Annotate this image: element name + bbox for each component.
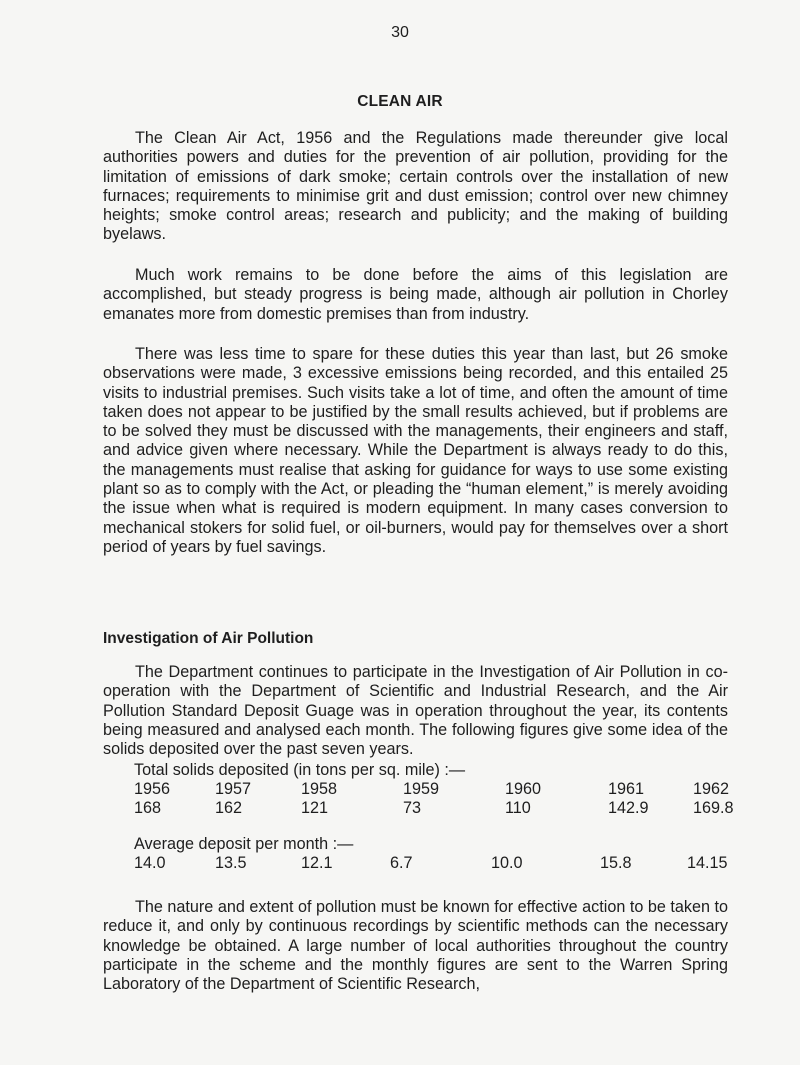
section-title: CLEAN AIR [357,93,443,110]
total-cell: 168 [134,799,162,817]
total-cell: 73 [403,799,422,817]
year-cell: 1959 [403,780,440,798]
year-cell: 1962 [693,780,730,798]
total-deposit-caption: Total solids deposited (in tons per sq. mile) :— [134,761,466,779]
total-cell: 121 [301,799,329,817]
total-cell: 142.9 [608,799,649,817]
paragraph-investigation: The Department continues to participate in the Investigation of Air Pollution in co-operation with the Department of Scientific and Industrial Research, and the Air Pollution Standard Deposit Guage was in operation throughout the year, its contents being measured and analysed each month. The following figures give some idea of the solids deposited over the past seven years. [103,663,728,759]
average-cell: 14.0 [134,854,166,872]
average-cell: 13.5 [215,854,247,872]
year-cell: 1958 [301,780,338,798]
average-cell: 10.0 [491,854,523,872]
average-cell: 12.1 [301,854,333,872]
year-cell: 1960 [505,780,542,798]
total-cell: 162 [215,799,243,817]
total-cell: 169.8 [693,799,734,817]
total-cell: 110 [505,799,531,817]
average-deposit-row [134,854,734,874]
average-cell: 15.8 [600,854,632,872]
page-number: 30 [391,24,409,41]
paragraph-smoke-observations: There was less time to spare for these duties this year than last, but 26 smoke observations were made, 3 excessive emissions being recorded, and this entailed 25 visits to industrial premises. Such visits take a lot of time, and often the amount of time taken does not appear to be justified by the small results achieved, but if problems are to be solved they must be discussed with the managements, their engineers and staff, and advice given where necessary. While the Department is always ready to do this, the managements must realise that asking for guidance for ways to use some existing plant so as to comply with the Act, or pleading the “human element,” is merely avoiding the issue when what is required is modern equipment. In many cases conversion to mechanical stokers for solid fuel, or oil-burners, would pay for themselves over a short period of years by fuel savings. [103,345,728,556]
subheading-investigation: Investigation of Air Pollution [103,630,314,647]
year-row [134,780,734,800]
average-cell: 14.15 [687,854,728,872]
average-deposit-caption: Average deposit per month :— [134,835,354,853]
paragraph-progress: Much work remains to be done before the aims of this legislation are accomplished, but steady progress is being made, although air pollution in Chorley emanates more from domestic premises than from industry. [103,266,728,323]
paragraph-clean-air-act: The Clean Air Act, 1956 and the Regulations made thereunder give local authorities powers and duties for the prevention of air pollution, providing for the limitation of emissions of dark smoke; certain controls over the installation of new furnaces; requirements to minimise grit and dust emission; control over new chimney heights; smoke control areas; research and publicity; and the making of building byelaws. [103,129,728,244]
average-cell: 6.7 [390,854,413,872]
total-deposit-row [134,799,734,819]
year-cell: 1961 [608,780,645,798]
year-cell: 1957 [215,780,252,798]
year-cell: 1956 [134,780,171,798]
paragraph-nature-extent: The nature and extent of pollution must be known for effective action to be taken to reduce it, and only by continuous recordings by scientific methods can the necessary knowledge be obtained. A large number of local authorities throughout the country participate in the scheme and the monthly figures are sent to the Warren Spring Laboratory of the Department of Scientific Research, [103,898,728,994]
